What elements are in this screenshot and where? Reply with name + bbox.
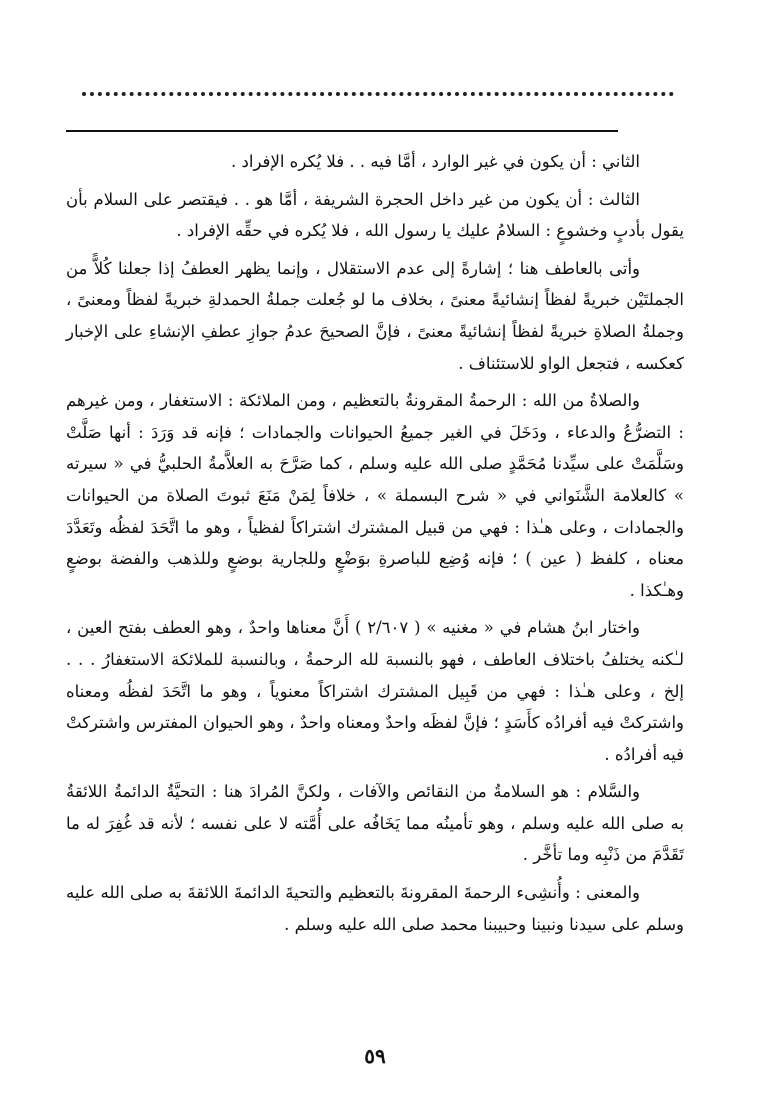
body-text — [66, 146, 684, 940]
paragraph-third: الثالث : أن يكون من غير داخل الحجرة الشريفة ، أمَّا هو . . فيقتصر على السلام بأن يقول بأدبٍ وخشوعٍ : السلامُ عليك يا رسول الله ، فلا يُكره في حقِّه الإفراد . — [66, 189, 684, 241]
dotted-separator — [82, 92, 674, 110]
paragraph-second: الثاني : أن يكون في غير الوارد ، أمَّا فيه . . فلا يُكره الإفراد . — [231, 152, 640, 171]
paragraph-overall-meaning: والمعنى : وأُنشِىء الرحمةَ المقرونةَ بالتعظيم والتحيةَ الدائمةَ اللائقةَ به صلى الله عليه وسلم على سيدنا ونبينا وحبيبنا محمد صلى الله عليه وسلم . — [66, 883, 684, 934]
paragraph-salat-meaning: والصلاةُ من الله : الرحمةُ المقرونةُ بالتعظيم ، ومن الملائكة : الاستغفار ، ومن غيرهم : التضرُّعُ والدعاء ، ودَخَلَ في الغير جميعُ الحيوانات والجمادات ؛ فإنه قد وَرَدَ : أنها صَلَّتْ وسَلَّمَتْ على سيِّدنا مُحَمَّدٍ صلى الله عليه وسلم ، كما صَرَّحَ به العلاَّمةُ الحلبيُّ في « سيرته » كالعلامة الشَّنَواني في « شرح البسملة » ، خلافاً لِمَنْ مَنَعَ ثبوتَ الصلاة من الحيوانات والجمادات ، وعلى هـٰذا : فهي من قبيل المشترك اشتراكاً لفظياً ، وهو ما اتَّحَدَ لفظُه وتَعَدَّدَ معناه ، كلفظ ( عين ) ؛ فإنه وُضِع للباصرةِ بوَضْعٍ وللجارية بوضعٍ وللذهب والفضة بوضعٍ وهـٰكذا . — [66, 391, 684, 600]
paragraph-salam-meaning: والسَّلام : هو السلامةُ من النقائص والآفات ، ولكنَّ المُرادَ هنا : التحيَّةُ الدائمةُ اللائقةُ به صلى الله عليه وسلم ، وهو تأمينُه مما يَخَافُه على أُمَّته لا على نفسه ؛ لأنه قد غُفِرَ له ما تَقَدَّمَ من ذَنْبِه وما تأخَّر . — [66, 782, 684, 865]
page-number: ٥٩ — [364, 1044, 386, 1068]
horizontal-rule — [66, 130, 618, 132]
paragraph-ibn-hisham: واختار ابنُ هشام في « مغنيه » ( ٢/٦٠٧ ) أَنَّ معناها واحدٌ ، وهو العطف بفتح العين ، لـٰكنه يختلفُ باختلاف العاطف ، فهو بالنسبة لله الرحمةُ ، وبالنسبة للملائكة الاستغفارُ . . . إلخ ، وعلى هـٰذا : فهي من قَبِيل المشترك اشتراكاً معنوياً ، وهو ما اتَّحَدَ لفظُه ومعناه واشتركتْ فيه أفرادُه كأَسَدٍ ؛ فإنَّ لفظَه واحدٌ ومعناه واحدٌ ، وهو الحيوان المفترس واشتركتْ فيه أفرادُه . — [66, 618, 684, 764]
book-page — [66, 92, 684, 1092]
paragraph-conjunction: وأتى بالعاطف هنا ؛ إشارةً إلى عدم الاستقلال ، وإنما يظهر العطفُ إذا جعلنا كُلاًّ من الجملتَيْن خبريةً لفظاً إنشائيةً معنىً ، بخلاف ما لو جُعلت جملةُ الحمدلةِ خبريةً لفظاً ومعنىً ، وجملةُ الصلاةِ خبريةً لفظاً إنشائيةً معنىً ، فإنَّ الصحيحَ عدمُ جوازِ عطفِ الإنشاءِ على الإخبار كعكسه ، فتجعل الواو للاستئناف . — [66, 258, 684, 373]
